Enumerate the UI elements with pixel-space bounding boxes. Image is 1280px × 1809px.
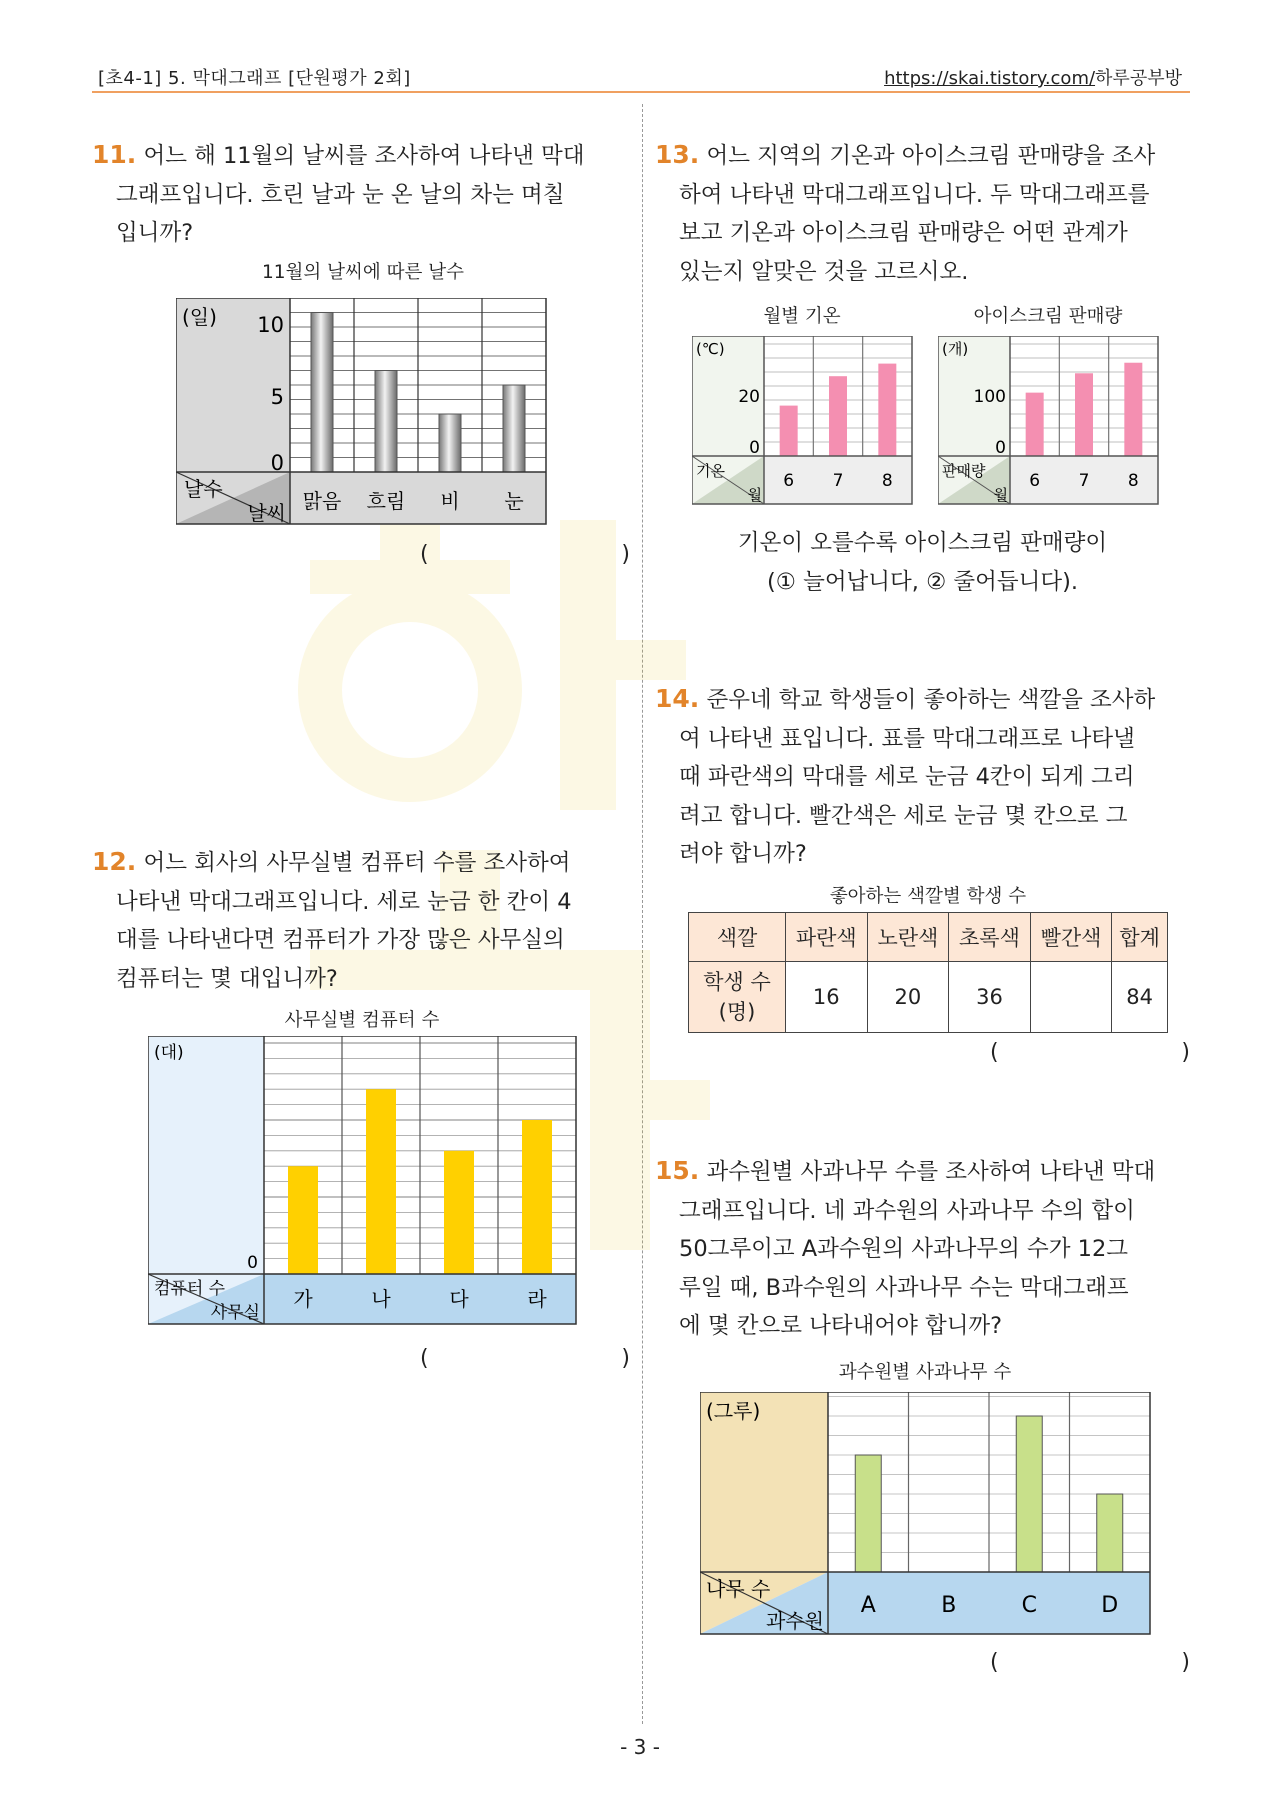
q15-category-label-1: A: [860, 1593, 876, 1618]
q11-answer-open: (: [420, 542, 429, 567]
q15-bar-chart: [700, 1392, 1152, 1638]
q12-bar-2: [366, 1089, 396, 1274]
q13-statement-choices[interactable]: (① 늘어납니다, ② 줄어듭니다).: [766, 568, 1078, 595]
q12-answer-box[interactable]: [420, 1346, 630, 1371]
q14-color-table: [688, 912, 1168, 1033]
q11-line2: 그래프입니다. 흐린 날과 눈 온 날의 차는 며칠: [116, 181, 565, 208]
q15-number: 15.: [655, 1156, 700, 1185]
q15-bar-1: [855, 1455, 881, 1572]
q12-category-label-3: 다: [449, 1287, 469, 1311]
q13b-bar-1: [1026, 393, 1044, 456]
q15-line4: 루일 때, B과수원의 사과나무 수는 막대그래프: [679, 1274, 1129, 1301]
q12-unit-label: (대): [154, 1043, 184, 1063]
q11-bar-4: [503, 385, 525, 472]
q15-answer-open: (: [990, 1650, 999, 1675]
q14-answer-close: ): [1181, 1040, 1190, 1065]
header-site-name: 하루공부방: [1095, 68, 1182, 89]
q11-chart-title: 11월의 날씨에 따른 날수: [261, 262, 465, 283]
q14-row-label-bottom: (명): [718, 1000, 756, 1024]
q15-bar-4: [1097, 1494, 1123, 1572]
q15-corner-top-label: 나무 수: [706, 1577, 771, 1601]
q11-bar-1: [311, 313, 333, 473]
q12-bar-chart: [148, 1036, 578, 1328]
q15-answer-box[interactable]: [990, 1650, 1190, 1675]
q13b-category-label-1: 6: [1029, 471, 1041, 491]
q13b-bar-2: [1075, 373, 1093, 456]
q13a-category-label-3: 8: [881, 471, 893, 491]
q15-category-label-2: B: [941, 1593, 957, 1618]
q11-bar-3: [439, 414, 461, 472]
q13-chart2-corner-bottom-label: 월: [993, 486, 1008, 504]
q12-category-label-2: 나: [371, 1287, 391, 1311]
q11-category-label-4: 눈: [504, 489, 524, 513]
q13-line2: 하여 나타낸 막대그래프입니다. 두 막대그래프를: [679, 181, 1150, 208]
q11-category-label-1: 맑음: [302, 489, 342, 513]
q12-answer-close: ): [621, 1346, 630, 1371]
q14-header-green: 초록색: [949, 913, 1031, 962]
q15-line1: 과수원별 사과나무 수를 조사하여 나타낸 막대: [706, 1159, 1156, 1185]
q11-line1: 어느 해 11월의 날씨를 조사하여 나타낸 막대: [143, 143, 585, 169]
q15-answer-close: ): [1181, 1650, 1190, 1675]
q15-category-label-3: C: [1021, 1593, 1037, 1618]
q15-line3: 50그루이고 A과수원의 사과나무의 수가 12그: [679, 1236, 1129, 1262]
q13-chart2-corner-top-label: 판매량: [942, 462, 986, 480]
q11-answer-close: ): [621, 542, 630, 567]
q12-category-label-4: 라: [527, 1287, 547, 1311]
q11-tick-10: 10: [257, 313, 284, 337]
q13-chart2-title: 아이스크림 판매량: [973, 306, 1123, 327]
q13-chart1-corner-bottom-label: 월: [747, 486, 762, 504]
q14-table-value-row: [689, 962, 1168, 1033]
q12-category-label-1: 가: [293, 1287, 313, 1311]
q13-chart1-unit: (℃): [696, 340, 725, 358]
q11-corner-bottom-label: 날씨: [247, 501, 286, 525]
q12-line2: 나타낸 막대그래프입니다. 세로 눈금 한 칸이 4: [116, 888, 572, 915]
q14-line1: 준우네 학교 학생들이 좋아하는 색깔을 조사하: [706, 687, 1156, 713]
q13b-bar-3: [1124, 363, 1142, 456]
q14-value-green: 36: [949, 962, 1031, 1033]
q13-line3: 보고 기온과 아이스크림 판매량은 어떤 관계가: [679, 220, 1128, 246]
q12-answer-open: (: [420, 1346, 429, 1371]
q14-value-yellow: 20: [867, 962, 949, 1033]
q13a-bar-3: [878, 364, 896, 456]
q14-value-total: 84: [1112, 962, 1168, 1033]
header-divider: [92, 91, 1190, 93]
q13-chart2-tick-100: 100: [973, 387, 1006, 407]
q12-text: [92, 843, 630, 998]
q13-chart2-unit: (개): [942, 340, 969, 358]
q11-category-label-3: 비: [440, 489, 460, 513]
q12-corner-top-label: 컴퓨터 수: [154, 1279, 226, 1299]
q15-unit-label: (그루): [706, 1399, 761, 1423]
q13-chart1-tick-20: 20: [738, 387, 760, 407]
q13a-category-label-2: 7: [832, 471, 844, 491]
q15-corner-bottom-label: 과수원: [766, 1609, 824, 1633]
q11-category-label-2: 흐림: [366, 489, 406, 513]
q14-text: [655, 680, 1190, 874]
q15-text: [655, 1152, 1190, 1346]
q13-chart1-corner-top-label: 기온: [696, 462, 725, 480]
q13-number: 13.: [655, 140, 700, 169]
q12-line3: 대를 나타낸다면 컴퓨터가 가장 많은 사무실의: [116, 927, 565, 953]
q14-header-red: 빨간색: [1030, 913, 1112, 962]
q15-line2: 그래프입니다. 네 과수원의 사과나무 수의 합이: [679, 1197, 1135, 1224]
q12-tick-0: 0: [247, 1253, 258, 1273]
q15-bar-3: [1016, 1416, 1042, 1572]
q14-line4: 려고 합니다. 빨간색은 세로 눈금 몇 칸으로 그: [679, 802, 1128, 829]
q12-bar-3: [444, 1151, 474, 1274]
q13-chart1: [692, 336, 914, 508]
q12-number: 12.: [92, 847, 137, 876]
q12-line1: 어느 회사의 사무실별 컴퓨터 수를 조사하여: [143, 850, 571, 876]
q14-line3: 때 파란색의 막대를 세로 눈금 4칸이 되게 그리: [679, 764, 1135, 790]
q13a-category-label-1: 6: [783, 471, 795, 491]
header-title: [초4-1] 5. 막대그래프 [단원평가 2회]: [98, 68, 411, 89]
q11-line3: 입니까?: [116, 220, 194, 246]
q13-line1: 어느 지역의 기온과 아이스크림 판매량을 조사: [706, 143, 1156, 169]
q12-line4: 컴퓨터는 몇 대입니까?: [116, 965, 338, 992]
q12-bar-1: [288, 1166, 318, 1274]
q13-statement-line1: 기온이 오를수록 아이스크림 판매량이: [737, 530, 1108, 556]
q13a-bar-1: [780, 406, 798, 456]
q11-unit-label: (일): [182, 305, 217, 329]
q14-value-blue: 16: [786, 962, 868, 1033]
q13-chart1-title: 월별 기온: [763, 306, 841, 327]
q12-bar-4: [522, 1120, 552, 1274]
q11-answer-box[interactable]: [420, 542, 630, 567]
q15-category-label-4: D: [1101, 1593, 1119, 1618]
q12-axis-panel: [148, 1036, 264, 1274]
q14-header-total: 합계: [1112, 913, 1168, 962]
q14-line5: 려야 합니까?: [679, 841, 807, 867]
q12-corner-bottom-label: 사무실: [210, 1303, 260, 1323]
q11-tick-5: 5: [270, 385, 284, 409]
q11-bar-chart: [176, 298, 548, 528]
q13-chart2-tick-0: 0: [995, 438, 1006, 458]
header-url-link[interactable]: https://skai.tistory.com/: [884, 68, 1096, 89]
q13-chart1-tick-0: 0: [749, 438, 760, 458]
q15-chart-title: 과수원별 사과나무 수: [838, 1362, 1012, 1383]
q15-line5: 에 몇 칸으로 나타내어야 합니까?: [679, 1313, 1003, 1339]
q12-chart-title: 사무실별 컴퓨터 수: [284, 1010, 440, 1031]
header-site: [884, 64, 1182, 90]
q14-header-color: 색깔: [689, 913, 786, 962]
q13-line4: 있는지 알맞은 것을 고르시오.: [679, 258, 969, 285]
q13-statement: [655, 524, 1190, 601]
q13-chart2: [938, 336, 1160, 508]
q14-number: 14.: [655, 684, 700, 713]
q11-corner-top-label: 날수: [184, 477, 223, 501]
q14-answer-box[interactable]: [990, 1040, 1190, 1065]
q14-row-label: [689, 962, 786, 1033]
q13b-category-label-3: 8: [1127, 471, 1139, 491]
column-divider: [642, 104, 643, 1724]
q13a-bar-2: [829, 376, 847, 456]
q14-row-label-top: 학생 수: [703, 970, 771, 994]
q14-header-blue: 파란색: [786, 913, 868, 962]
q11-tick-0: 0: [270, 451, 284, 475]
q14-line2: 여 나타낸 표입니다. 표를 막대그래프로 나타낼: [679, 725, 1135, 752]
q14-table-header-row: [689, 913, 1168, 962]
page-number: - 3 -: [620, 1735, 660, 1759]
q11-bar-2: [375, 371, 397, 473]
q14-value-red: [1030, 962, 1112, 1033]
q13-text: [655, 136, 1190, 291]
q11-number: 11.: [92, 140, 137, 169]
q13b-category-label-2: 7: [1078, 471, 1090, 491]
q14-table-title: 좋아하는 색깔별 학생 수: [829, 886, 1027, 907]
q14-answer-open: (: [990, 1040, 999, 1065]
q11-text: [92, 136, 630, 253]
q14-header-yellow: 노란색: [867, 913, 949, 962]
